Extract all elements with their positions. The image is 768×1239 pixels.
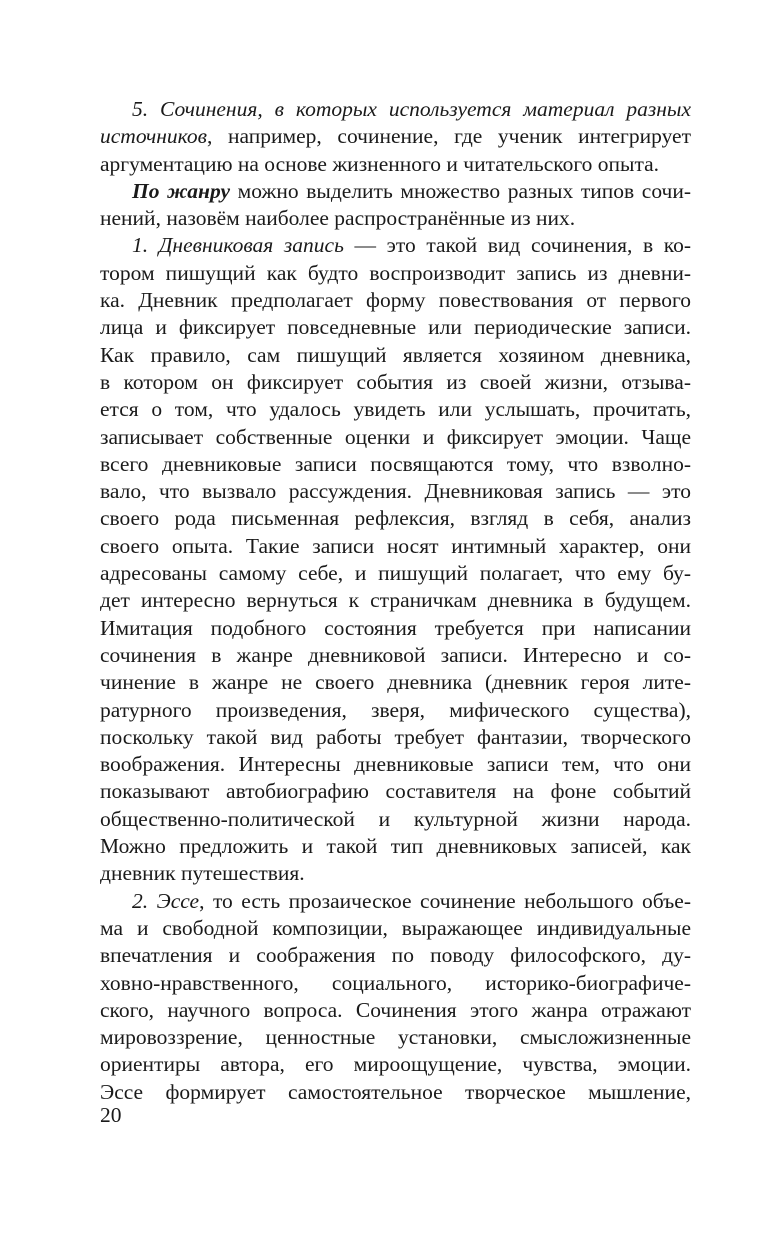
text-run: чинение в жанре не своего дневника (дневник героя лите- <box>100 670 691 695</box>
text-run: можно выделить множество разных типов сочи- <box>230 178 692 203</box>
text-line <box>100 1051 691 1078</box>
text-line <box>100 505 691 532</box>
text-run: ется о том, что удалось увидеть или услышать, прочитать, <box>100 397 691 422</box>
text-run: дневник путешествия. <box>100 861 305 886</box>
text-run: ховно-нравственного, социального, историко-биографиче- <box>100 970 691 995</box>
text-line <box>100 451 691 478</box>
text-run: вало, что вызвало рассуждения. Дневниковая запись — это <box>100 479 691 504</box>
text-run: — это такой вид сочинения, в ко- <box>343 233 691 258</box>
text-line <box>100 888 691 915</box>
text-line <box>100 342 691 369</box>
text-line <box>100 424 691 451</box>
text-run: адресованы самому себе, и пишущий полагает, что ему бу- <box>100 561 691 586</box>
text-run: впечатления и соображения по поводу философского, ду- <box>100 943 691 968</box>
text-line <box>100 860 691 887</box>
text-run: ка. Дневник предполагает форму повествования от первого <box>100 288 691 313</box>
paragraph <box>100 888 691 1106</box>
text-line <box>100 260 691 287</box>
text-run: , например, сочинение, где ученик интегрирует <box>207 124 691 149</box>
text-run: тором пишущий как будто воспроизводит запись из дневни- <box>100 260 691 285</box>
text-run: сочинения в жанре дневниковой записи. Интересно и со- <box>100 642 691 667</box>
text-line <box>100 369 691 396</box>
text-run: своего рода письменная рефлексия, взгляд в себя, анализ <box>100 506 691 531</box>
text-run: ратурного произведения, зверя, мифического существа), <box>100 697 691 722</box>
text-line <box>100 970 691 997</box>
text-run: лица и фиксирует повседневные или периодические записи. <box>100 315 691 340</box>
bold-italic-term: По жанру <box>132 178 231 203</box>
text-line <box>100 642 691 669</box>
text-run: воображения. Интересны дневниковые записи тем, что они <box>100 752 691 777</box>
text-run: ма и свободной композиции, выражающее индивидуальные <box>100 915 691 940</box>
text-run: , то есть прозаическое сочинение небольшого объе- <box>199 888 691 913</box>
text-line <box>100 396 691 423</box>
text-run: аргументацию на основе жизненного и читательского опыта. <box>100 151 660 176</box>
italic-term: 2. Эссе <box>132 888 200 913</box>
page-body <box>100 96 691 1106</box>
text-run: Можно предложить и такой тип дневниковых записей, как <box>100 834 691 859</box>
text-line <box>100 915 691 942</box>
italic-term: 1. Дневниковая запись <box>132 233 344 258</box>
text-line <box>100 669 691 696</box>
text-run: Эссе формирует самостоятельное творческое мышление, <box>100 1079 691 1104</box>
paragraph <box>100 178 691 233</box>
text-line <box>100 697 691 724</box>
text-run: ского, научного вопроса. Сочинения этого жанра отражают <box>100 997 691 1022</box>
text-line <box>100 615 691 642</box>
text-run: своего опыта. Такие записи носят интимный характер, они <box>100 533 691 558</box>
text-line <box>100 123 691 150</box>
text-line <box>100 478 691 505</box>
text-run: ориентиры автора, его мироощущение, чувства, эмоции. <box>100 1052 691 1077</box>
text-run: в котором он фиксирует события из своей жизни, отзыва- <box>100 369 691 394</box>
text-run: Имитация подобного состояния требуется при написании <box>100 615 691 640</box>
text-run: записывает собственные оценки и фиксирует эмоции. Чаще <box>100 424 691 449</box>
text-line <box>100 96 691 123</box>
text-line <box>100 232 691 259</box>
text-line <box>100 942 691 969</box>
text-line <box>100 724 691 751</box>
text-line <box>100 587 691 614</box>
italic-term: 5. Сочинения, в которых используется материал разных <box>132 97 691 121</box>
text-line <box>100 997 691 1024</box>
text-line <box>100 751 691 778</box>
paragraph <box>100 232 691 887</box>
text-run: Как правило, сам пишущий является хозяином дневника, <box>100 342 691 367</box>
paragraph <box>100 96 691 178</box>
page-number: 20 <box>100 1103 122 1127</box>
text-line <box>100 778 691 805</box>
text-line <box>100 833 691 860</box>
text-line <box>100 806 691 833</box>
text-line <box>100 1024 691 1051</box>
text-line <box>100 314 691 341</box>
text-run: показывают автобиографию составителя на фоне событий <box>100 779 691 804</box>
text-line <box>100 560 691 587</box>
text-line <box>100 287 691 314</box>
text-line <box>100 205 691 232</box>
text-run: дет интересно вернуться к страничкам дневника в будущем. <box>100 588 691 613</box>
text-run: общественно-политической и культурной жизни народа. <box>100 806 691 831</box>
text-line <box>100 1079 691 1106</box>
text-run: всего дневниковые записи посвящаются тому, что взволно- <box>100 451 691 476</box>
text-run: поскольку такой вид работы требует фантазии, творческого <box>100 724 691 749</box>
text-line <box>100 151 691 178</box>
text-run: мировоззрение, ценностные установки, смысложизненные <box>100 1025 691 1050</box>
italic-term: источников <box>100 124 208 149</box>
text-run: нений, назовём наиболее распространённые из них. <box>100 206 576 231</box>
text-line <box>100 533 691 560</box>
text-line <box>100 178 691 205</box>
